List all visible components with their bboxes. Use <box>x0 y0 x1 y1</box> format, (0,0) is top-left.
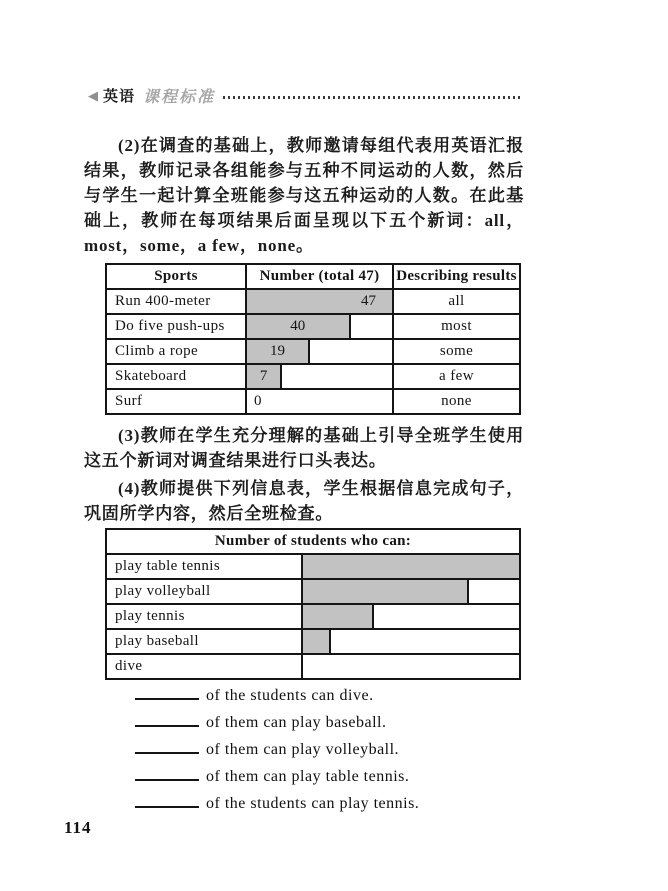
result-cell: a few <box>393 364 520 389</box>
sport-cell: Climb a rope <box>106 339 246 364</box>
value-bar <box>247 290 392 313</box>
bar-value: 0 <box>254 393 262 409</box>
number-bar-cell <box>246 314 393 339</box>
table-row <box>106 389 520 414</box>
sentence-text: of the students can dive. <box>206 687 374 704</box>
value-bar <box>247 365 282 388</box>
col-header-sports: Sports <box>106 264 246 289</box>
col-header-number: Number (total 47) <box>246 264 393 289</box>
bar-value: 47 <box>361 293 376 309</box>
blank-underline <box>135 739 199 754</box>
blank-underline <box>135 712 199 727</box>
page-number: 114 <box>64 818 92 837</box>
result-cell: all <box>393 289 520 314</box>
value-bar <box>247 340 310 363</box>
paragraph-step4: (4)教师提供下列信息表，学生根据信息完成句子，巩固所学内容，然后全班检查。 <box>84 479 524 523</box>
bar-value: 40 <box>290 318 306 334</box>
activity-cell: play tennis <box>106 604 302 629</box>
paragraph-step2: (2)在调查的基础上，教师邀请每组代表用英语汇报结果，教师记录各组能参与五种不同运动的人数，然后与学生一起计算全班能参与这五种运动的人数。在此基础上，教师在每项结果后面呈现以下五个新词：all，most，some，a few，none。 <box>84 136 524 255</box>
number-bar-cell <box>246 389 393 414</box>
activity-bar-cell <box>302 604 520 629</box>
sport-cell: Skateboard <box>106 364 246 389</box>
fill-in-blank-exercise <box>135 682 545 817</box>
value-bar <box>303 580 469 603</box>
table-row <box>106 604 520 629</box>
fill-blank-sentence <box>135 763 545 790</box>
activity-cell: play table tennis <box>106 554 302 579</box>
value-bar <box>303 555 519 578</box>
fill-blank-sentence <box>135 709 545 736</box>
result-cell: most <box>393 314 520 339</box>
blank-underline <box>135 685 199 700</box>
value-bar <box>247 315 351 338</box>
sentence-text: of the students can play tennis. <box>206 795 420 812</box>
sentence-text: of them can play table tennis. <box>206 768 410 785</box>
page-header <box>88 84 520 106</box>
activity-cell: play baseball <box>106 629 302 654</box>
sport-cell: Run 400-meter <box>106 289 246 314</box>
header-subject-label: 英语 <box>103 87 136 105</box>
paragraph-step3: (3)教师在学生充分理解的基础上引导全班学生使用这五个新词对调查结果进行口头表达。 <box>84 426 524 470</box>
fill-blank-sentence <box>135 736 545 763</box>
number-bar-cell <box>246 364 393 389</box>
value-bar <box>303 605 374 628</box>
result-cell: some <box>393 339 520 364</box>
header-dotted-rule <box>223 96 520 99</box>
activity-bar-cell <box>302 654 520 679</box>
sports-survey-table <box>105 263 521 415</box>
activity-cell: play volleyball <box>106 579 302 604</box>
sport-cell: Do five push-ups <box>106 314 246 339</box>
fill-blank-sentence <box>135 790 545 817</box>
bar-value: 7 <box>259 368 268 384</box>
activity-bar-cell <box>302 579 520 604</box>
table-row <box>106 654 520 679</box>
sentence-text: of them can play volleyball. <box>206 741 400 758</box>
sentence-text: of them can play baseball. <box>206 714 387 731</box>
blank-underline <box>135 766 199 781</box>
col-header-describing-results: Describing results <box>393 264 520 289</box>
fill-blank-sentence <box>135 682 545 709</box>
number-bar-cell <box>246 289 393 314</box>
table-row <box>106 629 520 654</box>
header-series-title: 课程标准 <box>143 88 216 106</box>
table-header-row <box>106 264 520 289</box>
table-row <box>106 364 520 389</box>
activity-bar-cell <box>302 629 520 654</box>
table-row <box>106 314 520 339</box>
table-row <box>106 339 520 364</box>
students-can-table <box>105 528 521 680</box>
activity-bar-cell <box>302 554 520 579</box>
number-bar-cell <box>246 339 393 364</box>
bar-value: 19 <box>269 343 285 359</box>
table-title: Number of students who can: <box>106 529 520 554</box>
table-row <box>106 289 520 314</box>
sport-cell: Surf <box>106 389 246 414</box>
left-triangle-icon: ◀ <box>88 87 98 103</box>
table-row <box>106 554 520 579</box>
table-row <box>106 579 520 604</box>
activity-cell: dive <box>106 654 302 679</box>
result-cell: none <box>393 389 520 414</box>
table-title-row <box>106 529 520 554</box>
blank-underline <box>135 793 199 808</box>
value-bar <box>303 630 331 653</box>
